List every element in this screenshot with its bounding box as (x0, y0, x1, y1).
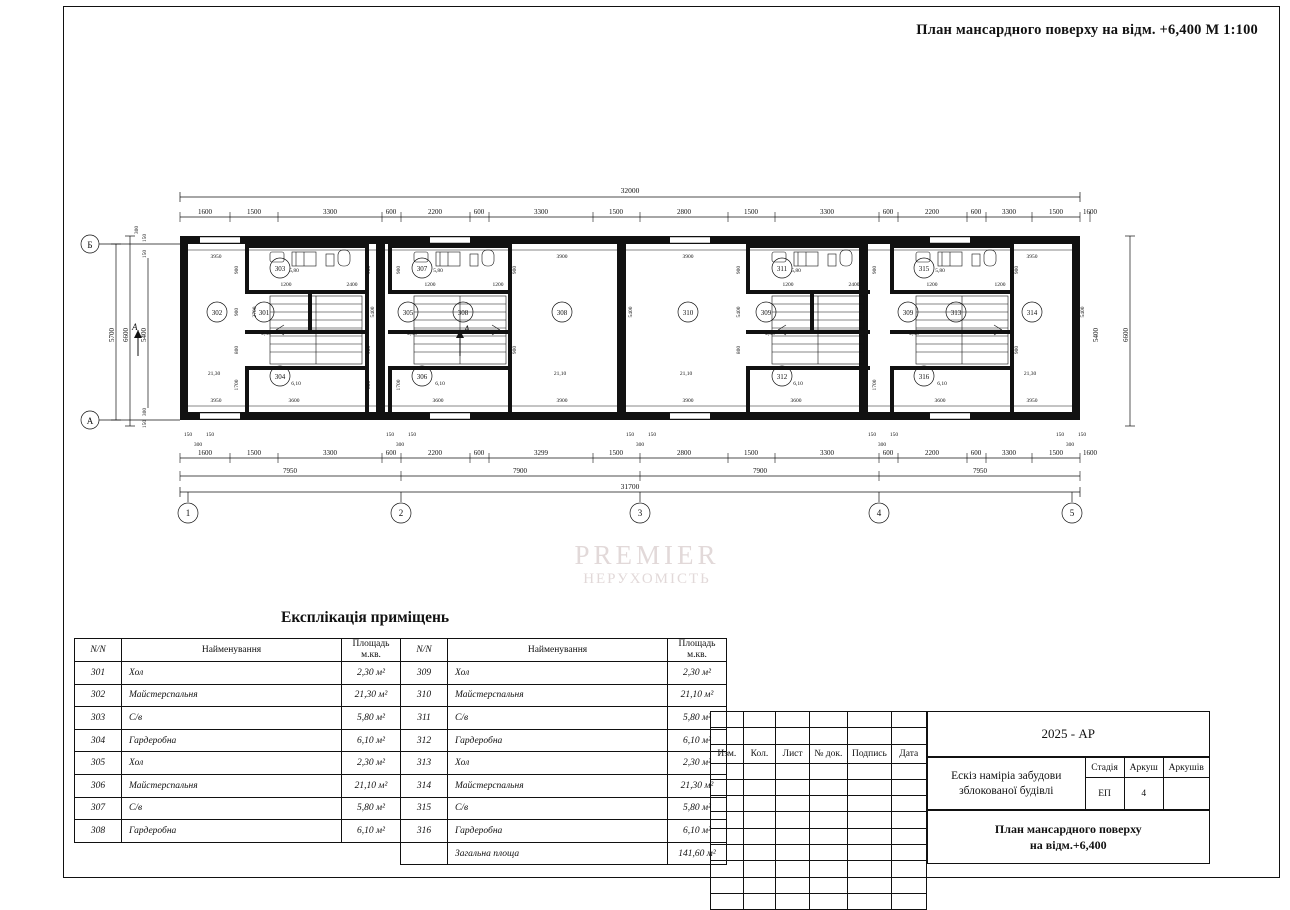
rev-header-list: Лист (776, 744, 810, 763)
svg-text:1200: 1200 (782, 282, 794, 288)
room-name: Гардеробна (122, 820, 342, 843)
room-name: Хол (122, 752, 342, 775)
table-header-row (75, 639, 727, 662)
svg-text:1700: 1700 (872, 379, 878, 391)
table-row (75, 752, 727, 775)
svg-text:7950: 7950 (973, 467, 987, 475)
sheet-title (927, 811, 1209, 864)
svg-text:150: 150 (625, 432, 635, 438)
room-num: 308 (75, 820, 122, 843)
room-name: С/в (122, 797, 342, 820)
room-name: С/в (448, 707, 668, 730)
room-area: 6,10 м² (668, 820, 727, 843)
room-num: 304 (75, 729, 122, 752)
svg-text:6,10: 6,10 (793, 381, 803, 387)
svg-text:305: 305 (402, 309, 414, 317)
svg-text:5400: 5400 (1092, 328, 1100, 342)
svg-text:1600: 1600 (198, 208, 212, 216)
room-area: 6,10 м² (342, 729, 401, 752)
room-name: Гардеробна (448, 820, 668, 843)
explication-title: Експлікація приміщень (281, 609, 450, 626)
svg-text:1200: 1200 (492, 282, 504, 288)
svg-text:600: 600 (366, 380, 372, 390)
sheet-title-line2: на відм.+6,400 (1029, 838, 1107, 852)
svg-text:150: 150 (385, 432, 395, 438)
room-area: 2,30 м² (668, 662, 727, 685)
svg-text:600: 600 (473, 449, 485, 457)
svg-text:7900: 7900 (753, 467, 767, 475)
room-num: 316 (401, 820, 448, 843)
total-label: Загальна площа (448, 842, 668, 865)
svg-text:32000: 32000 (620, 186, 640, 195)
room-name: Майстерспальня (122, 684, 342, 707)
svg-text:3950: 3950 (1026, 398, 1038, 404)
svg-text:303: 303 (274, 265, 286, 273)
project-code: 2025 - АР (927, 712, 1209, 757)
svg-text:150: 150 (647, 432, 657, 438)
svg-text:4: 4 (876, 508, 882, 518)
svg-text:21,30: 21,30 (207, 371, 221, 377)
svg-text:150: 150 (205, 432, 215, 438)
rev-header-doc: № док. (809, 744, 847, 763)
svg-text:3600: 3600 (934, 398, 946, 404)
svg-text:600: 600 (385, 449, 397, 457)
svg-text:600: 600 (970, 208, 982, 216)
total-area: 141,60 м² (668, 842, 727, 865)
svg-text:150: 150 (1077, 432, 1087, 438)
svg-text:2400: 2400 (848, 282, 860, 288)
svg-text:6,10: 6,10 (937, 381, 947, 387)
svg-text:3600: 3600 (790, 398, 802, 404)
svg-text:31700: 31700 (620, 482, 640, 491)
room-name: Гардеробна (122, 729, 342, 752)
svg-text:3900: 3900 (682, 398, 694, 404)
room-area: 6,10 м² (342, 820, 401, 843)
svg-text:300: 300 (134, 225, 140, 235)
watermark-line1: PREMIER (574, 540, 720, 570)
svg-text:3: 3 (637, 508, 643, 518)
room-num: 309 (401, 662, 448, 685)
room-area: 21,30 м² (668, 774, 727, 797)
header-area-right: Площадь м.кв. (668, 639, 727, 662)
svg-text:2200: 2200 (925, 449, 939, 457)
svg-text:307: 307 (416, 265, 428, 273)
svg-text:1200: 1200 (424, 282, 436, 288)
svg-text:1600: 1600 (198, 449, 212, 457)
svg-text:300: 300 (635, 442, 645, 448)
object-line1: Ескіз наміріа забудови (951, 769, 1062, 782)
svg-text:150: 150 (1055, 432, 1065, 438)
room-num (401, 842, 448, 865)
room-num: 301 (75, 662, 122, 685)
svg-text:309: 309 (902, 309, 914, 317)
room-area: 2,30 м² (668, 752, 727, 775)
revision-grid (710, 711, 927, 910)
title-block (710, 711, 1210, 871)
room-num: 306 (75, 774, 122, 797)
svg-text:1500: 1500 (1049, 208, 1063, 216)
svg-text:304: 304 (274, 373, 286, 381)
svg-text:600: 600 (385, 208, 397, 216)
room-name: Хол (448, 752, 668, 775)
svg-text:900: 900 (1014, 345, 1020, 355)
svg-text:3300: 3300 (1002, 208, 1016, 216)
room-num: 312 (401, 729, 448, 752)
svg-text:308: 308 (457, 309, 469, 317)
svg-text:900: 900 (234, 265, 240, 275)
svg-text:900: 900 (234, 307, 240, 317)
table-row (75, 820, 727, 843)
svg-text:2,30: 2,30 (909, 331, 919, 337)
header-num-left: N/N (75, 639, 122, 662)
explication-table (74, 638, 727, 865)
svg-text:5,80: 5,80 (791, 268, 801, 274)
svg-text:1500: 1500 (247, 449, 261, 457)
svg-text:302: 302 (211, 309, 223, 317)
room-name: Гардеробна (448, 729, 668, 752)
room-num: 314 (401, 774, 448, 797)
room-area: 6,10 м² (668, 729, 727, 752)
svg-text:1200: 1200 (926, 282, 938, 288)
svg-text:3300: 3300 (323, 449, 337, 457)
rev-header-date: Дата (892, 744, 927, 763)
room-area: 21,10 м² (342, 774, 401, 797)
svg-text:316: 316 (918, 373, 930, 381)
svg-text:2400: 2400 (346, 282, 358, 288)
svg-text:600: 600 (970, 449, 982, 457)
svg-text:1600: 1600 (1083, 208, 1097, 216)
room-num: 310 (401, 684, 448, 707)
table-row (75, 774, 727, 797)
svg-text:3600: 3600 (288, 398, 300, 404)
watermark-line2: НЕРУХОМІСТЬ (583, 571, 711, 587)
svg-text:300: 300 (193, 442, 203, 448)
room-name: Хол (448, 662, 668, 685)
svg-text:3299: 3299 (534, 449, 548, 457)
header-num-right: N/N (401, 639, 448, 662)
svg-text:150: 150 (889, 432, 899, 438)
stage-value: ЕП (1085, 778, 1124, 810)
room-name: Хол (122, 662, 342, 685)
room-name: С/в (122, 707, 342, 730)
svg-text:1500: 1500 (609, 208, 623, 216)
room-num: 307 (75, 797, 122, 820)
svg-text:2200: 2200 (428, 449, 442, 457)
svg-text:A: A (464, 324, 470, 334)
svg-text:1500: 1500 (1049, 449, 1063, 457)
room-num: 303 (75, 707, 122, 730)
svg-text:309: 309 (760, 309, 772, 317)
svg-text:5400: 5400 (1080, 306, 1086, 318)
svg-text:3600: 3600 (432, 398, 444, 404)
sheets-label: Аркушів (1163, 758, 1209, 778)
svg-text:21,10: 21,10 (679, 371, 693, 377)
svg-text:150: 150 (142, 419, 148, 429)
svg-text:300: 300 (1065, 442, 1075, 448)
svg-text:600: 600 (473, 208, 485, 216)
stage-label: Стадія (1085, 758, 1124, 778)
svg-text:3950: 3950 (210, 398, 222, 404)
svg-text:6600: 6600 (122, 328, 130, 342)
svg-text:1500: 1500 (609, 449, 623, 457)
svg-text:А: А (86, 416, 94, 426)
table-row (75, 662, 727, 685)
svg-text:308: 308 (556, 309, 568, 317)
rev-header-kol: Кол. (743, 744, 776, 763)
svg-text:3950: 3950 (210, 254, 222, 260)
svg-text:21,10: 21,10 (553, 371, 567, 377)
header-area-left: Площадь м.кв. (342, 639, 401, 662)
svg-text:2: 2 (398, 508, 404, 518)
room-area: 2,30 м² (342, 752, 401, 775)
svg-text:3300: 3300 (820, 449, 834, 457)
svg-text:7900: 7900 (513, 467, 527, 475)
svg-text:2,30: 2,30 (407, 331, 417, 337)
svg-text:1600: 1600 (1083, 449, 1097, 457)
svg-text:313: 313 (950, 309, 962, 317)
floor-plan-drawing (70, 180, 1210, 530)
header-name-left: Найменування (122, 639, 342, 662)
svg-text:150: 150 (183, 432, 193, 438)
svg-text:3300: 3300 (820, 208, 834, 216)
svg-text:900: 900 (366, 345, 372, 355)
room-area: 5,80 м² (668, 797, 727, 820)
svg-text:150: 150 (142, 233, 148, 243)
svg-text:A: A (132, 322, 138, 332)
svg-text:1700: 1700 (396, 379, 402, 391)
svg-text:21,30: 21,30 (1023, 371, 1037, 377)
object-line2: зблокованої будівлі (959, 784, 1054, 797)
svg-text:150: 150 (867, 432, 877, 438)
svg-text:2800: 2800 (677, 449, 691, 457)
svg-text:1200: 1200 (280, 282, 292, 288)
svg-text:315: 315 (918, 265, 930, 273)
svg-text:150: 150 (142, 249, 148, 259)
svg-text:6600: 6600 (1122, 328, 1130, 342)
svg-text:5700: 5700 (108, 328, 116, 342)
table-row (75, 729, 727, 752)
svg-text:3300: 3300 (1002, 449, 1016, 457)
svg-text:Б: Б (87, 240, 93, 250)
svg-text:800: 800 (736, 345, 742, 355)
svg-text:3900: 3900 (682, 254, 694, 260)
svg-text:312: 312 (776, 373, 788, 381)
svg-text:5400: 5400 (140, 328, 148, 342)
svg-text:900: 900 (366, 265, 372, 275)
svg-text:800: 800 (234, 345, 240, 355)
svg-text:306: 306 (416, 373, 428, 381)
svg-text:1700: 1700 (234, 379, 240, 391)
svg-text:3900: 3900 (556, 398, 568, 404)
svg-text:5,80: 5,80 (289, 268, 299, 274)
stamp-table (710, 711, 1210, 910)
svg-text:900: 900 (512, 265, 518, 275)
svg-text:1: 1 (185, 508, 191, 518)
table-row (75, 797, 727, 820)
sheets-value (1163, 778, 1209, 810)
svg-text:2,30: 2,30 (261, 331, 271, 337)
svg-text:300: 300 (395, 442, 405, 448)
svg-text:300: 300 (142, 407, 148, 417)
svg-text:600: 600 (882, 449, 894, 457)
room-num: 305 (75, 752, 122, 775)
room-area: 5,80 м² (342, 707, 401, 730)
svg-text:5400: 5400 (628, 306, 634, 318)
stamp-right (927, 711, 1210, 864)
svg-text:1500: 1500 (744, 449, 758, 457)
room-num: 302 (75, 684, 122, 707)
svg-text:3950: 3950 (1026, 254, 1038, 260)
room-name: С/в (448, 797, 668, 820)
svg-text:3300: 3300 (534, 208, 548, 216)
svg-text:600: 600 (882, 208, 894, 216)
svg-text:310: 310 (682, 309, 694, 317)
svg-text:5,80: 5,80 (433, 268, 443, 274)
room-num: 313 (401, 752, 448, 775)
svg-text:900: 900 (1014, 265, 1020, 275)
sheet-label: Аркуш (1124, 758, 1163, 778)
svg-text:900: 900 (872, 265, 878, 275)
svg-text:5,80: 5,80 (935, 268, 945, 274)
svg-text:300: 300 (877, 442, 887, 448)
svg-text:7950: 7950 (283, 467, 297, 475)
room-area: 21,30 м² (342, 684, 401, 707)
room-num: 315 (401, 797, 448, 820)
header-name-right: Найменування (448, 639, 668, 662)
page-title: План мансардного поверху на відм. +6,400 М 1:100 (916, 22, 1258, 38)
svg-text:900: 900 (736, 265, 742, 275)
room-area: 2,30 м² (342, 662, 401, 685)
table-row (75, 684, 727, 707)
svg-text:900: 900 (396, 265, 402, 275)
room-area: 5,80 м² (342, 797, 401, 820)
sheet-title-line1: План мансардного поверху (994, 822, 1142, 836)
rev-header-izm: Изм. (711, 744, 744, 763)
room-area: 21,10 м² (668, 684, 727, 707)
table-row-total (75, 842, 727, 865)
svg-text:6,10: 6,10 (291, 381, 301, 387)
svg-text:5400: 5400 (736, 306, 742, 318)
room-name: Майстерспальня (448, 774, 668, 797)
svg-text:311: 311 (776, 265, 788, 273)
room-name: Майстерспальня (448, 684, 668, 707)
rev-header-sign: Подпись (847, 744, 891, 763)
room-num: 311 (401, 707, 448, 730)
svg-text:2,30: 2,30 (765, 331, 775, 337)
svg-text:2200: 2200 (428, 208, 442, 216)
svg-text:1200: 1200 (994, 282, 1006, 288)
table-row (75, 707, 727, 730)
svg-text:3300: 3300 (323, 208, 337, 216)
room-name: Майстерспальня (122, 774, 342, 797)
svg-text:301: 301 (258, 309, 270, 317)
svg-text:3900: 3900 (556, 254, 568, 260)
svg-text:2800: 2800 (677, 208, 691, 216)
svg-text:150: 150 (407, 432, 417, 438)
svg-text:1500: 1500 (247, 208, 261, 216)
room-area: 5,80 м² (668, 707, 727, 730)
svg-text:6,10: 6,10 (435, 381, 445, 387)
svg-text:2700: 2700 (252, 306, 258, 318)
sheet-value: 4 (1124, 778, 1163, 810)
svg-text:1500: 1500 (744, 208, 758, 216)
object-name (928, 758, 1086, 810)
svg-text:5400: 5400 (370, 306, 376, 318)
svg-text:900: 900 (512, 345, 518, 355)
svg-text:314: 314 (1026, 309, 1038, 317)
svg-text:2200: 2200 (925, 208, 939, 216)
svg-text:5: 5 (1069, 508, 1075, 518)
